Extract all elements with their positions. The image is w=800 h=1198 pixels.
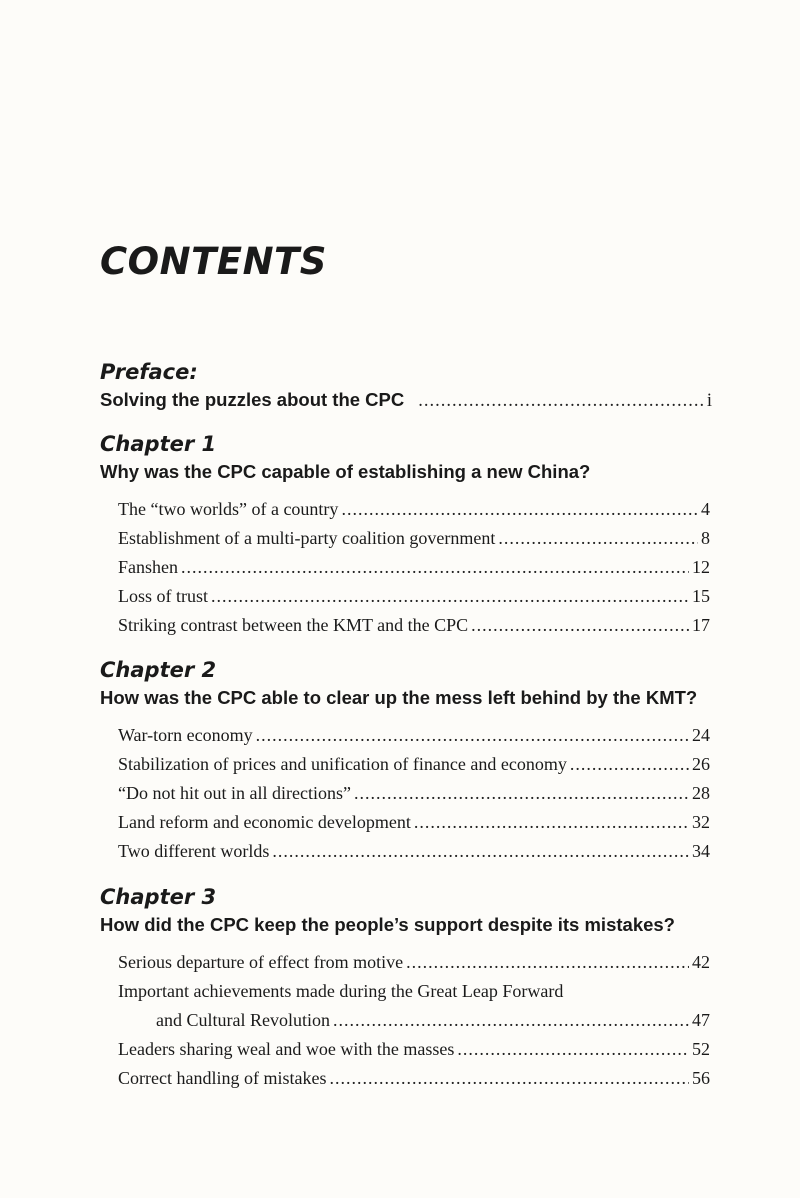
toc-entry[interactable] — [118, 495, 710, 524]
dot-leader — [272, 837, 689, 866]
page-number: 42 — [692, 952, 710, 972]
entry-title: Serious departure of effect from motive — [118, 952, 404, 972]
page-number: 15 — [692, 586, 710, 606]
page-number: 8 — [701, 528, 710, 548]
chapter-label: Chapter 3 — [100, 885, 217, 909]
preface-entry[interactable] — [100, 386, 712, 414]
chapter-label: Chapter 1 — [100, 432, 217, 456]
entry-title: Correct handling of mistakes — [118, 1068, 327, 1088]
dot-leader — [457, 1035, 689, 1064]
chapter-3-section — [100, 883, 712, 1093]
entry-title: Important achievements made during the Great Leap Forward — [118, 981, 564, 1001]
preface-title: Solving the puzzles about the CPC — [100, 389, 405, 410]
entry-title: The “two worlds” of a country — [118, 499, 339, 519]
toc-entry[interactable] — [118, 721, 710, 750]
toc-entry[interactable] — [118, 808, 710, 837]
toc-entry[interactable] — [118, 837, 710, 866]
toc-entry[interactable] — [118, 1064, 710, 1093]
entry-title-continuation: and Cultural Revolution — [156, 1010, 330, 1030]
toc-entry-continuation[interactable] — [118, 1006, 710, 1035]
chapter-1-section — [100, 430, 712, 640]
toc-entry[interactable] — [118, 524, 710, 553]
entry-title: Two different worlds — [118, 841, 270, 861]
page-number: 26 — [692, 754, 710, 774]
dot-leader — [418, 387, 704, 415]
entry-title: “Do not hit out in all directions” — [118, 783, 351, 803]
chapter-2-section — [100, 656, 712, 866]
page-number: 56 — [692, 1068, 710, 1088]
page-number: 34 — [692, 841, 710, 861]
chapter-entries — [100, 948, 712, 1093]
preface-label: Preface: — [100, 360, 198, 384]
toc-entry[interactable] — [118, 611, 710, 640]
page-number: 4 — [701, 499, 710, 519]
chapter-title: Why was the CPC capable of establishing a new China? — [100, 461, 591, 482]
page-number: 17 — [692, 615, 710, 635]
entry-title: Stabilization of prices and unification of finance and economy — [118, 754, 567, 774]
toc-entry[interactable] — [118, 553, 710, 582]
page-title: CONTENTS — [100, 240, 327, 283]
dot-leader — [333, 1006, 689, 1035]
dot-leader — [570, 750, 689, 779]
chapter-title: How was the CPC able to clear up the mess left behind by the KMT? — [100, 687, 698, 708]
dot-leader — [406, 948, 689, 977]
entry-title: Establishment of a multi-party coalition government — [118, 528, 496, 548]
chapter-label: Chapter 2 — [100, 658, 217, 682]
dot-leader — [256, 721, 689, 750]
entry-title: Leaders sharing weal and woe with the masses — [118, 1039, 455, 1059]
page-number: 32 — [692, 812, 710, 832]
page-number: 12 — [692, 557, 710, 577]
dot-leader — [498, 524, 698, 553]
toc-entry[interactable] — [118, 582, 710, 611]
dot-leader — [354, 779, 689, 808]
entry-title: Fanshen — [118, 557, 178, 577]
toc-entry[interactable] — [118, 750, 710, 779]
page-number: 28 — [692, 783, 710, 803]
dot-leader — [414, 808, 689, 837]
dot-leader — [471, 611, 689, 640]
toc-entry[interactable] — [118, 779, 710, 808]
preface-section — [100, 358, 712, 414]
chapter-entries — [100, 495, 712, 640]
toc-entry[interactable] — [118, 1035, 710, 1064]
dot-leader — [211, 582, 689, 611]
entry-title: Loss of trust — [118, 586, 208, 606]
page-number: 52 — [692, 1039, 710, 1059]
page-number: 47 — [692, 1010, 710, 1030]
chapter-entries — [100, 721, 712, 866]
entry-title: Land reform and economic development — [118, 812, 411, 832]
chapter-title: How did the CPC keep the people’s support despite its mistakes? — [100, 914, 675, 935]
dot-leader — [181, 553, 689, 582]
toc-entry[interactable] — [118, 977, 710, 1006]
toc-entry[interactable] — [118, 948, 710, 977]
entry-title: Striking contrast between the KMT and the CPC — [118, 615, 469, 635]
entry-title: War-torn economy — [118, 725, 253, 745]
page-number: i — [706, 391, 712, 411]
page-number: 24 — [692, 725, 710, 745]
dot-leader — [329, 1064, 689, 1093]
dot-leader — [341, 495, 698, 524]
